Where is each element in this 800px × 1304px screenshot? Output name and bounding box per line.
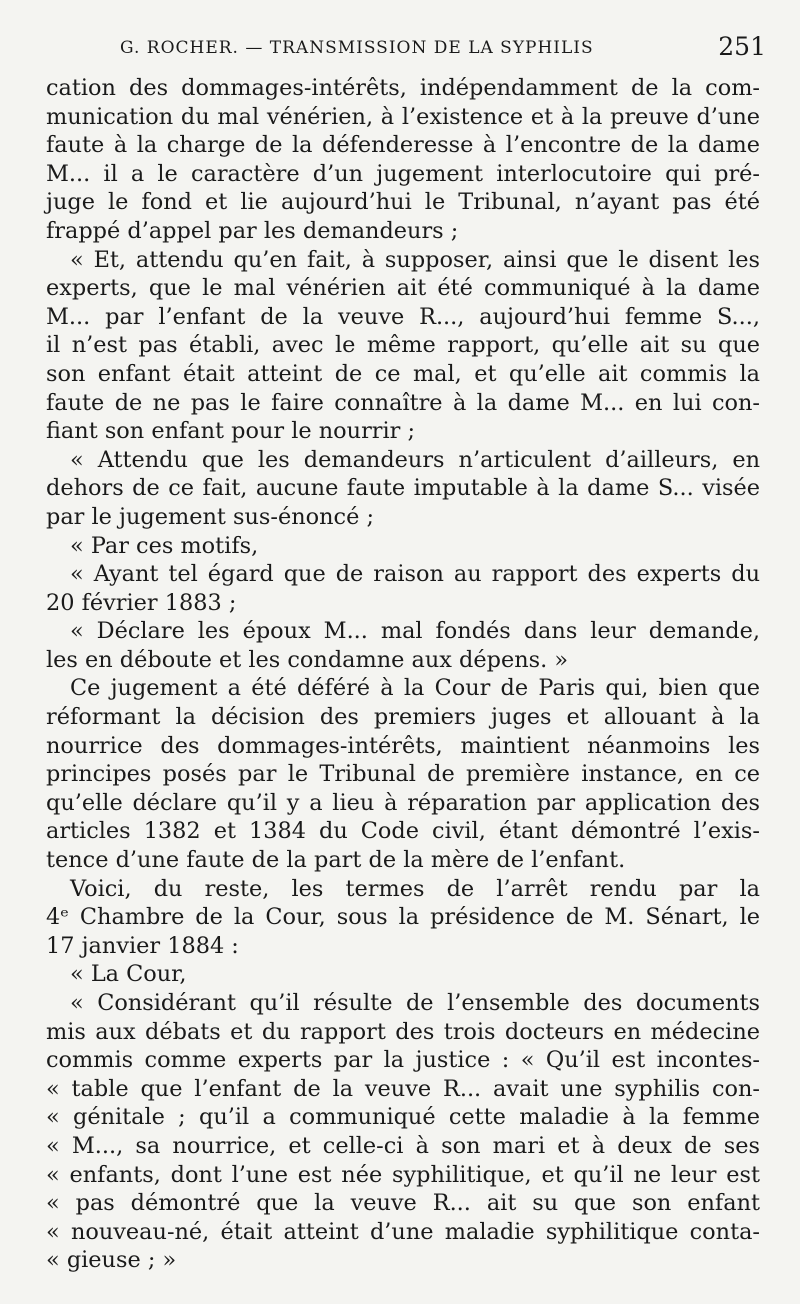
text-line: cation des dommages-intérêts, indépendamment de la com- — [46, 75, 760, 101]
text-line: faute de ne pas le faire connaître à la dame M... en lui con- — [46, 389, 760, 416]
text-line: juge le fond et lie aujourd’hui le Tribunal, n’ayant pas été — [46, 189, 760, 216]
text-line: « Ayant tel égard que de raison au rapport des experts du — [70, 561, 760, 588]
text-line: « Et, attendu qu’en fait, à supposer, ainsi que le disent les — [70, 246, 760, 273]
text-line: « Considérant qu’il résulte de l’ensemble des documents — [70, 990, 760, 1016]
text-line: M... il a le caractère d’un jugement interlocutoire qui pré- — [46, 160, 760, 187]
page-header — [60, 30, 766, 70]
text-line: dehors de ce fait, aucune faute imputable à la dame S... visée — [46, 475, 760, 502]
text-line: tence d’une faute de la part de la mère de l’enfant. — [46, 847, 626, 874]
text-line: « M..., sa nourrice, et celle-ci à son mari et à deux de ses — [46, 1132, 760, 1159]
text-line: « Par ces motifs, — [70, 532, 259, 559]
text-line: « nouveau-né, était atteint d’une maladie syphilitique conta- — [46, 1218, 760, 1245]
text-line: qu’elle déclare qu’il y a lieu à réparation par application des — [46, 789, 760, 816]
text-line: munication du mal vénérien, à l’existence et à la preuve d’une — [46, 103, 760, 130]
text-line: 4ᵉ Chambre de la Cour, sous la présidence de M. Sénart, le — [46, 904, 760, 931]
text-line: il n’est pas établi, avec le même rapport, qu’elle ait su que — [46, 332, 760, 359]
text-line: « pas démontré que la veuve R... ait su que son enfant — [46, 1190, 760, 1217]
page-number: 251 — [718, 32, 766, 61]
text-line: son enfant était atteint de ce mal, et qu’elle ait commis la — [46, 360, 760, 387]
text-line: experts, que le mal vénérien ait été communiqué à la dame — [46, 275, 760, 302]
text-line: par le jugement sus-énoncé ; — [46, 503, 374, 530]
text-line: 20 février 1883 ; — [46, 589, 237, 616]
text-line: « gieuse ; » — [46, 1247, 177, 1274]
text-line: les en déboute et les condamne aux dépens. » — [46, 646, 569, 673]
text-line: réformant la décision des premiers juges et allouant à la — [46, 704, 760, 731]
text-line: « Attendu que les demandeurs n’articulent d’ailleurs, en — [70, 446, 760, 473]
text-line: « La Cour, — [70, 961, 187, 988]
text-line: commis comme experts par la justice : « Qu’il est incontes- — [46, 1047, 760, 1074]
text-line: nourrice des dommages-intérêts, maintient néanmoins les — [46, 732, 760, 759]
text-line: fiant son enfant pour le nourrir ; — [46, 418, 416, 445]
text-line: articles 1382 et 1384 du Code civil, étant démontré l’exis- — [46, 818, 760, 845]
text-line: 17 janvier 1884 : — [46, 932, 239, 959]
text-line: « table que l’enfant de la veuve R... avait une syphilis con- — [46, 1075, 760, 1102]
running-head: G. ROCHER. — TRANSMISSION DE LA SYPHILIS — [120, 38, 594, 58]
text-line: « enfants, dont l’une est née syphilitique, et qu’il ne leur est — [46, 1161, 760, 1188]
text-line: frappé d’appel par les demandeurs ; — [46, 217, 459, 244]
text-line: principes posés par le Tribunal de première instance, en ce — [46, 761, 760, 788]
text-line: faute à la charge de la défenderesse à l’encontre de la dame — [46, 132, 760, 159]
text-line: mis aux débats et du rapport des trois docteurs en médecine — [46, 1018, 760, 1045]
text-line: M... par l’enfant de la veuve R..., aujourd’hui femme S..., — [46, 303, 760, 330]
text-line: Ce jugement a été déféré à la Cour de Paris qui, bien que — [70, 675, 760, 702]
body-text — [46, 74, 760, 1275]
text-line: « génitale ; qu’il a communiqué cette maladie à la femme — [46, 1104, 760, 1131]
text-line: Voici, du reste, les termes de l’arrêt rendu par la — [70, 875, 760, 902]
text-line: « Déclare les époux M... mal fondés dans leur demande, — [70, 618, 760, 645]
